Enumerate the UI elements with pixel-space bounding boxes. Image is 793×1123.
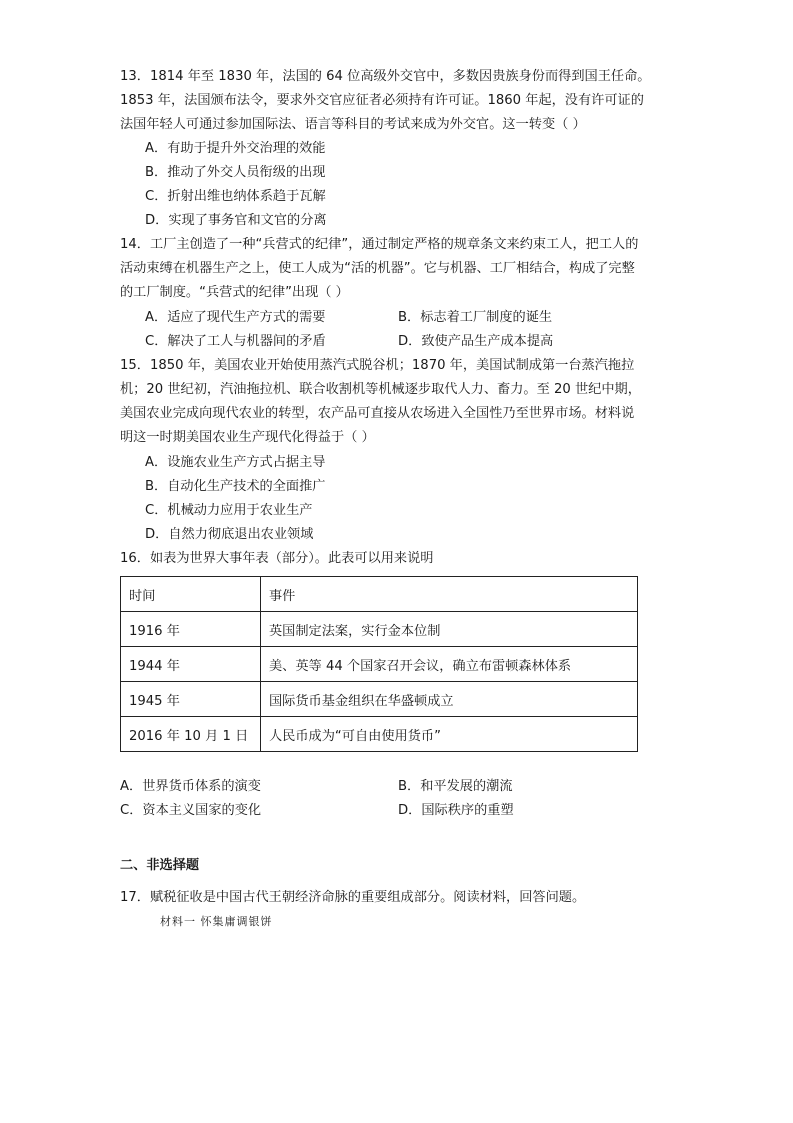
table-row: [121, 612, 638, 647]
q15-line-1: 15．1850 年，美国农业开始使用蒸汽式脱谷机；1870 年，美国试制成第一台蒸汽拖拉: [120, 358, 635, 373]
table-cell-time: 2016 年 10 月 1 日: [121, 717, 261, 752]
q15-option-c: C．机械动力应用于农业生产: [145, 503, 313, 518]
q13-option-a: A．有助于提升外交治理的效能: [145, 141, 326, 156]
table-row: [121, 682, 638, 717]
q14-line-2: 活动束缚在机器生产之上，使工人成为“活的机器”。它与机器、工厂相结合，构成了完整: [120, 261, 635, 276]
table-cell-time: 1945 年: [121, 682, 261, 717]
table-cell-event: 美、英等 44 个国家召开会议，确立布雷顿森林体系: [261, 647, 638, 682]
q14-line-1: 14．工厂主创造了一种“兵营式的纪律”，通过制定严格的规章条文来约束工人，把工人的: [120, 237, 639, 252]
table-row: [121, 647, 638, 682]
q15-line-4: 明这一时期美国农业生产现代化得益于（ ）: [120, 430, 375, 445]
q14-option-a: A．适应了现代生产方式的需要: [145, 310, 326, 325]
table-cell-time: 1916 年: [121, 612, 261, 647]
q13-line-2: 1853 年，法国颁布法令，要求外交官应征者必须持有许可证。1860 年起，没有许可证的: [120, 93, 644, 108]
q15-line-3: 美国农业完成向现代农业的转型，农产品可直接从农场进入全国性乃至世界市场。材料说: [120, 406, 635, 421]
q16-option-c: C．资本主义国家的变化: [120, 803, 262, 818]
q15-option-b: B．自动化生产技术的全面推广: [145, 479, 326, 494]
table-cell-event: 国际货币基金组织在华盛顿成立: [261, 682, 638, 717]
q14-option-d: D．致使产品生产成本提高: [398, 334, 554, 349]
q16-option-d: D．国际秩序的重塑: [398, 803, 514, 818]
q13-option-c: C．折射出维也纳体系趋于瓦解: [145, 189, 326, 204]
q14-option-b: B．标志着工厂制度的诞生: [398, 310, 553, 325]
q13-line-1: 13．1814 年至 1830 年，法国的 64 位高级外交官中，多数因贵族身份而得到国王任命。: [120, 69, 651, 84]
q14-line-3: 的工厂制度。“兵营式的纪律”出现（ ）: [120, 285, 349, 300]
q16-stem: 16．如表为世界大事年表（部分）。此表可以用来说明: [120, 551, 434, 566]
q17-material-label: 材料一 怀集庸调银饼: [160, 915, 273, 928]
world-events-table: [120, 576, 638, 752]
table-header-cell: 时间: [121, 577, 261, 612]
q16-option-a: A．世界货币体系的演变: [120, 779, 261, 794]
q14-option-c: C．解决了工人与机器间的矛盾: [145, 334, 326, 349]
q15-option-a: A．设施农业生产方式占据主导: [145, 455, 326, 470]
table-header-row: [121, 577, 638, 612]
table-row: [121, 717, 638, 752]
table-cell-event: 英国制定法案，实行金本位制: [261, 612, 638, 647]
table-header-cell: 事件: [261, 577, 638, 612]
q16-option-b: B．和平发展的潮流: [398, 779, 513, 794]
q13-line-3: 法国年轻人可通过参加国际法、语言等科目的考试来成为外交官。这一转变（ ）: [120, 117, 586, 132]
table-cell-event: 人民币成为“可自由使用货币”: [261, 717, 638, 752]
q13-option-b: B．推动了外交人员衔级的出现: [145, 165, 326, 180]
table-cell-time: 1944 年: [121, 647, 261, 682]
q13-option-d: D．实现了事务官和文官的分离: [145, 213, 327, 228]
q17-stem: 17．赋税征收是中国古代王朝经济命脉的重要组成部分。阅读材料，回答问题。: [120, 890, 586, 905]
q15-line-2: 机；20 世纪初，汽油拖拉机、联合收割机等机械逐步取代人力、畜力。至 20 世纪中期，: [120, 382, 641, 397]
section-title: 二、非选择题: [120, 858, 200, 873]
q15-option-d: D．自然力彻底退出农业领域: [145, 527, 314, 542]
